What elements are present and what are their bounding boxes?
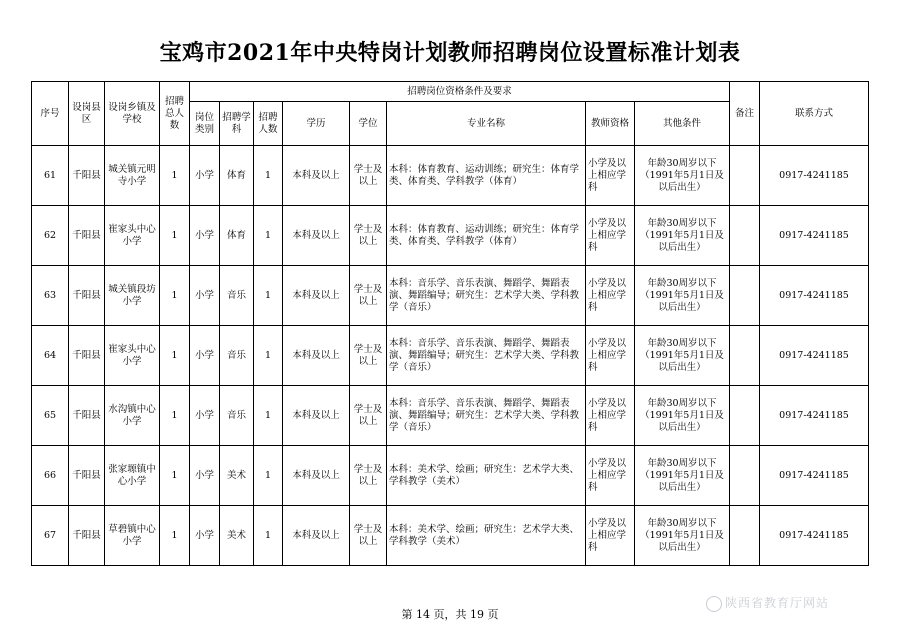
- header-remark: 备注: [730, 82, 760, 146]
- cell-other: 年龄30周岁以下（1991年5月1日及以后出生）: [635, 146, 730, 206]
- cell-certificate: 小学及以上相应学科: [586, 386, 635, 446]
- table-row: [32, 326, 869, 386]
- cell-count: 1: [254, 386, 283, 446]
- cell-subject: 体育: [220, 206, 254, 266]
- cell-remark: [730, 446, 760, 506]
- cell-county: 千阳县: [69, 206, 105, 266]
- cell-seq: 63: [32, 266, 69, 326]
- table-row: [32, 146, 869, 206]
- cell-contact: 0917-4241185: [760, 386, 869, 446]
- cell-total: 1: [160, 266, 190, 326]
- cell-remark: [730, 326, 760, 386]
- cell-seq: 67: [32, 506, 69, 566]
- cell-certificate: 小学及以上相应学科: [586, 506, 635, 566]
- cell-degree: 学士及以上: [350, 146, 387, 206]
- cell-remark: [730, 506, 760, 566]
- header-other: 其他条件: [635, 102, 730, 146]
- cell-education: 本科及以上: [283, 266, 350, 326]
- cell-total: 1: [160, 146, 190, 206]
- cell-school: 崔家头中心小学: [105, 326, 160, 386]
- cell-total: 1: [160, 386, 190, 446]
- cell-seq: 61: [32, 146, 69, 206]
- cell-subject: 美术: [220, 446, 254, 506]
- header-subject: 招聘学科: [220, 102, 254, 146]
- cell-count: 1: [254, 506, 283, 566]
- cell-certificate: 小学及以上相应学科: [586, 446, 635, 506]
- cell-contact: 0917-4241185: [760, 266, 869, 326]
- cell-count: 1: [254, 146, 283, 206]
- cell-contact: 0917-4241185: [760, 506, 869, 566]
- cell-other: 年龄30周岁以下（1991年5月1日及以后出生）: [635, 266, 730, 326]
- cell-school: 城关镇段坊小学: [105, 266, 160, 326]
- cell-subject: 音乐: [220, 326, 254, 386]
- cell-major: 本科：音乐学、音乐表演、舞蹈学、舞蹈表演、舞蹈编导；研究生：艺术学大类、学科教学（音乐）: [387, 266, 586, 326]
- recruitment-table: [31, 81, 869, 566]
- cell-major: 本科：美术学、绘画；研究生：艺术学大类、学科教学（美术）: [387, 446, 586, 506]
- watermark-logo-icon: [706, 596, 722, 612]
- cell-school: 草碧镇中心小学: [105, 506, 160, 566]
- cell-degree: 学士及以上: [350, 326, 387, 386]
- cell-subject: 体育: [220, 146, 254, 206]
- cell-school: 张家塬镇中心小学: [105, 446, 160, 506]
- cell-other: 年龄30周岁以下（1991年5月1日及以后出生）: [635, 506, 730, 566]
- header-certificate: 教师资格: [586, 102, 635, 146]
- table-row: [32, 206, 869, 266]
- cell-remark: [730, 206, 760, 266]
- cell-degree: 学士及以上: [350, 206, 387, 266]
- cell-certificate: 小学及以上相应学科: [586, 266, 635, 326]
- cell-remark: [730, 386, 760, 446]
- cell-remark: [730, 146, 760, 206]
- cell-contact: 0917-4241185: [760, 146, 869, 206]
- cell-school: 水沟镇中心小学: [105, 386, 160, 446]
- header-degree: 学位: [350, 102, 387, 146]
- cell-total: 1: [160, 446, 190, 506]
- cell-count: 1: [254, 446, 283, 506]
- cell-degree: 学士及以上: [350, 266, 387, 326]
- page-footer: 第 14 页，共 19 页: [401, 608, 499, 621]
- header-major: 专业名称: [387, 102, 586, 146]
- cell-major: 本科：音乐学、音乐表演、舞蹈学、舞蹈表演、舞蹈编导；研究生：艺术学大类、学科教学（音乐）: [387, 386, 586, 446]
- cell-county: 千阳县: [69, 146, 105, 206]
- cell-degree: 学士及以上: [350, 446, 387, 506]
- cell-school: 崔家头中心小学: [105, 206, 160, 266]
- cell-seq: 66: [32, 446, 69, 506]
- cell-major: 本科：美术学、绘画；研究生：艺术学大类、学科教学（美术）: [387, 506, 586, 566]
- cell-category: 小学: [190, 326, 220, 386]
- header-total: 招聘总人数: [160, 82, 190, 146]
- cell-education: 本科及以上: [283, 386, 350, 446]
- cell-certificate: 小学及以上相应学科: [586, 326, 635, 386]
- table-row: [32, 446, 869, 506]
- cell-category: 小学: [190, 446, 220, 506]
- cell-education: 本科及以上: [283, 446, 350, 506]
- header-county: 设岗县区: [69, 82, 105, 146]
- cell-seq: 64: [32, 326, 69, 386]
- cell-education: 本科及以上: [283, 146, 350, 206]
- cell-contact: 0917-4241185: [760, 206, 869, 266]
- header-seq: 序号: [32, 82, 69, 146]
- header-requirements: 招聘岗位资格条件及要求: [190, 82, 730, 102]
- cell-county: 千阳县: [69, 446, 105, 506]
- cell-seq: 65: [32, 386, 69, 446]
- cell-total: 1: [160, 326, 190, 386]
- watermark-text: 陕西省教育厅网站: [725, 596, 830, 610]
- cell-certificate: 小学及以上相应学科: [586, 146, 635, 206]
- cell-county: 千阳县: [69, 326, 105, 386]
- cell-count: 1: [254, 326, 283, 386]
- table-row: [32, 266, 869, 326]
- cell-total: 1: [160, 506, 190, 566]
- cell-subject: 音乐: [220, 386, 254, 446]
- cell-other: 年龄30周岁以下（1991年5月1日及以后出生）: [635, 326, 730, 386]
- cell-certificate: 小学及以上相应学科: [586, 206, 635, 266]
- cell-contact: 0917-4241185: [760, 326, 869, 386]
- cell-education: 本科及以上: [283, 506, 350, 566]
- cell-count: 1: [254, 266, 283, 326]
- header-category: 岗位类别: [190, 102, 220, 146]
- page-title: 宝鸡市2021年中央特岗计划教师招聘岗位设置标准计划表: [159, 40, 741, 66]
- cell-category: 小学: [190, 266, 220, 326]
- cell-degree: 学士及以上: [350, 506, 387, 566]
- cell-count: 1: [254, 206, 283, 266]
- cell-other: 年龄30周岁以下（1991年5月1日及以后出生）: [635, 446, 730, 506]
- cell-degree: 学士及以上: [350, 386, 387, 446]
- cell-category: 小学: [190, 146, 220, 206]
- cell-other: 年龄30周岁以下（1991年5月1日及以后出生）: [635, 206, 730, 266]
- header-count: 招聘人数: [254, 102, 283, 146]
- header-contact: 联系方式: [760, 82, 869, 146]
- cell-category: 小学: [190, 386, 220, 446]
- cell-category: 小学: [190, 206, 220, 266]
- cell-total: 1: [160, 206, 190, 266]
- cell-county: 千阳县: [69, 386, 105, 446]
- cell-county: 千阳县: [69, 266, 105, 326]
- header-education: 学历: [283, 102, 350, 146]
- cell-education: 本科及以上: [283, 326, 350, 386]
- cell-subject: 音乐: [220, 266, 254, 326]
- table-row: [32, 506, 869, 566]
- cell-school: 城关镇元明寺小学: [105, 146, 160, 206]
- cell-subject: 美术: [220, 506, 254, 566]
- cell-major: 本科：体育教育、运动训练；研究生：体育学类、体育类、学科教学（体育）: [387, 206, 586, 266]
- table-row: [32, 386, 869, 446]
- cell-seq: 62: [32, 206, 69, 266]
- cell-remark: [730, 266, 760, 326]
- cell-other: 年龄30周岁以下（1991年5月1日及以后出生）: [635, 386, 730, 446]
- cell-education: 本科及以上: [283, 206, 350, 266]
- cell-category: 小学: [190, 506, 220, 566]
- cell-county: 千阳县: [69, 506, 105, 566]
- cell-contact: 0917-4241185: [760, 446, 869, 506]
- cell-major: 本科：音乐学、音乐表演、舞蹈学、舞蹈表演、舞蹈编导；研究生：艺术学大类、学科教学（音乐）: [387, 326, 586, 386]
- cell-major: 本科：体育教育、运动训练；研究生：体育学类、体育类、学科教学（体育）: [387, 146, 586, 206]
- watermark: [706, 594, 829, 612]
- header-school: 设岗乡镇及学校: [105, 82, 160, 146]
